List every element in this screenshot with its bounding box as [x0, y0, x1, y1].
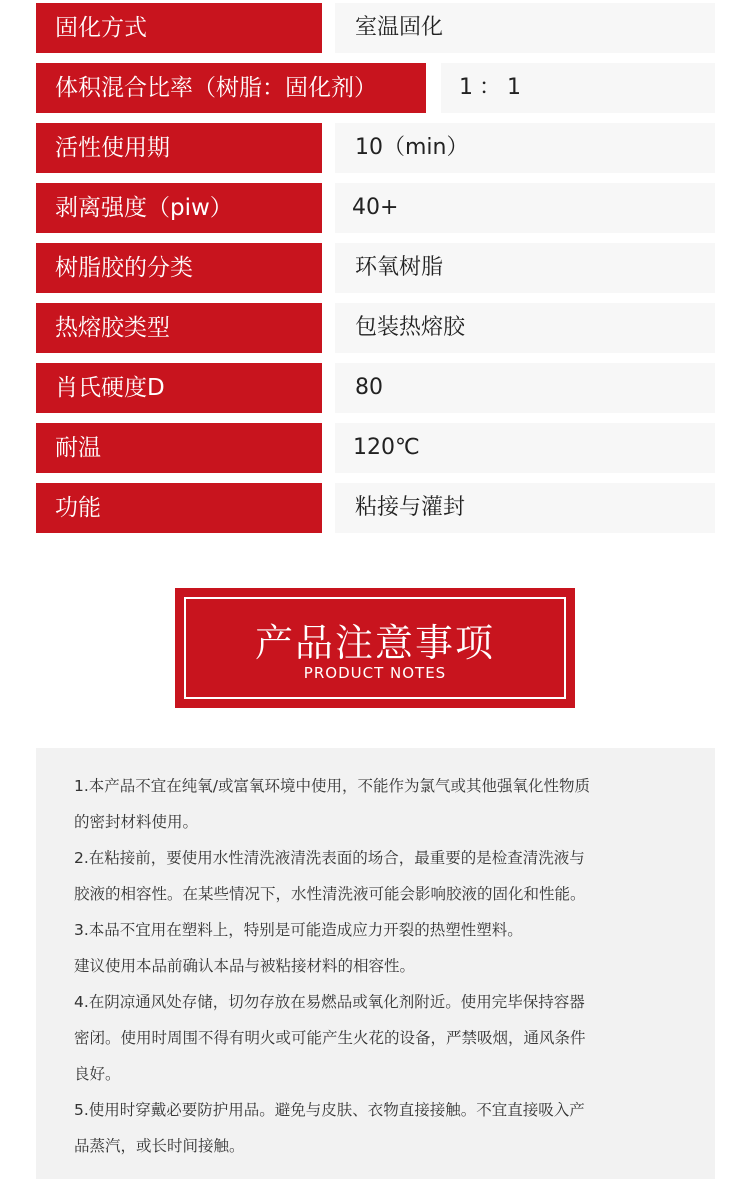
spec-label: 树脂胶的分类 [36, 243, 322, 293]
spec-value: 80 [335, 363, 715, 413]
spec-row [36, 303, 715, 353]
note-line: 5.使用时穿戴必要防护用品。避免与皮肤、衣物直接接触。不宜直接吸入产 [74, 1101, 585, 1119]
spec-label: 剥离强度（piw） [36, 183, 322, 233]
notes-panel [36, 748, 715, 1179]
banner-title: 产品注意事项 [254, 621, 495, 665]
note-line: 胶液的相容性。在某些情况下，水性清洗液可能会影响胶液的固化和性能。 [74, 885, 586, 903]
spec-row [36, 183, 715, 233]
note-line: 品蒸汽，或长时间接触。 [74, 1137, 245, 1155]
spec-label: 热熔胶类型 [36, 303, 322, 353]
spec-label: 固化方式 [36, 3, 322, 53]
note-line: 3.本品不宜用在塑料上，特别是可能造成应力开裂的热塑性塑料。 [74, 921, 523, 939]
spec-value: 10（min） [335, 123, 715, 173]
spec-row [36, 243, 715, 293]
spec-label: 功能 [36, 483, 322, 533]
spec-value: 120℃ [335, 423, 715, 473]
spec-label: 耐温 [36, 423, 322, 473]
spec-row [36, 123, 715, 173]
spec-label: 肖氏硬度D [36, 363, 322, 413]
note-line: 2.在粘接前，要使用水性清洗液清洗表面的场合，最重要的是检查清洗液与 [74, 849, 585, 867]
note-line: 的密封材料使用。 [74, 813, 199, 831]
note-line: 1.本产品不宜在纯氧/或富氧环境中使用，不能作为氯气或其他强氧化性物质 [74, 777, 591, 795]
spec-label: 体积混合比率（树脂：固化剂） [36, 63, 426, 113]
note-line: 4.在阴凉通风处存储，切勿存放在易燃品或氧化剂附近。使用完毕保持容器 [74, 993, 585, 1011]
product-notes-banner [175, 588, 575, 708]
spec-row [36, 3, 715, 53]
spec-value: 包装热熔胶 [335, 303, 715, 353]
note-line: 密闭。使用时周围不得有明火或可能产生火花的设备，严禁吸烟，通风条件 [74, 1029, 586, 1047]
note-line: 良好。 [74, 1065, 121, 1083]
spec-row [36, 63, 715, 113]
note-line: 建议使用本品前确认本品与被粘接材料的相容性。 [74, 957, 416, 975]
spec-value: 室温固化 [335, 3, 715, 53]
spec-value: 粘接与灌封 [335, 483, 715, 533]
spec-value: 40+ [335, 183, 715, 233]
spec-value: 环氧树脂 [335, 243, 715, 293]
spec-row [36, 483, 715, 533]
spec-row [36, 423, 715, 473]
spec-row [36, 363, 715, 413]
spec-value: 1：1 [441, 63, 715, 113]
banner-subtitle: PRODUCT NOTES [303, 664, 447, 682]
spec-label: 活性使用期 [36, 123, 322, 173]
